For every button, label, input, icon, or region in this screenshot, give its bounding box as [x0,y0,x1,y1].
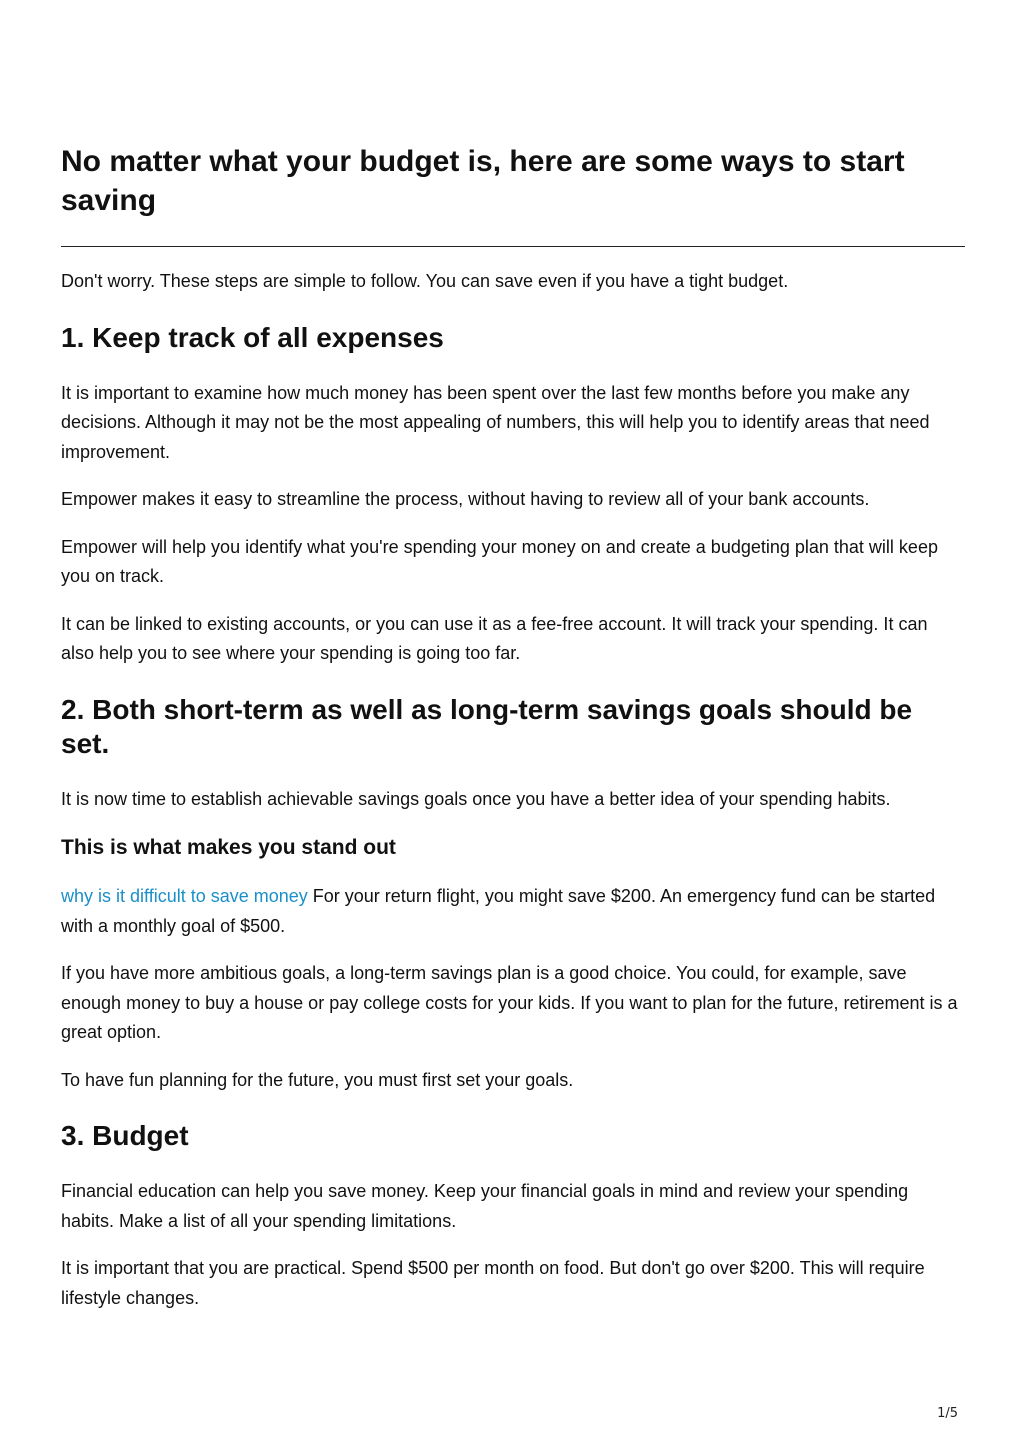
link-paragraph-text: For your return flight, you might save $200. An emergency fund can be started with a monthly goal of $500. [61,886,936,936]
section-1-heading: 1. Keep track of all expenses [61,321,444,353]
section-3-heading: 3. Budget [61,1120,189,1151]
save-money-link[interactable]: why is it difficult to save money [61,886,308,906]
section-1-paragraph-4: It can be linked to existing accounts, or you can use it as a fee-free account. It will track your spending. It can also help you to see where your spending is going too far. [61,613,928,663]
section-3-paragraph-1: Financial education can help you save money. Keep your financial goals in mind and review your spending habits. Make a list of all your spending limitations. [61,1181,909,1231]
section-2-link-paragraph [61,882,965,941]
page-title: No matter what your budget is, here are some ways to start saving [61,145,905,217]
section-2-heading: 2. Both short-term as well as long-term savings goals should be set. [61,693,913,759]
intro-paragraph: Don't worry. These steps are simple to follow. You can save even if you have a tight budget. [61,271,789,291]
section-2-subheading: This is what makes you stand out [61,836,396,859]
section-3-paragraph-2: It is important that you are practical. Spend $500 per month on food. But don't go over $200. This will require lifestyle changes. [61,1258,925,1308]
section-1-paragraph-1: It is important to examine how much money has been spent over the last few months before you make any decisions. Although it may not be the most appealing of numbers, this will help you to identify areas that need improvement. [61,382,930,462]
title-divider [61,246,965,247]
document-page [61,142,965,1313]
section-1-paragraph-2: Empower makes it easy to streamline the process, without having to review all of your bank accounts. [61,489,870,509]
section-1-paragraph-3: Empower will help you identify what you're spending your money on and create a budgeting plan that will keep you on track. [61,536,938,586]
section-2-paragraph-4: To have fun planning for the future, you must first set your goals. [61,1069,574,1090]
page-number: 1/5 [937,1406,958,1421]
section-2-paragraph-3: If you have more ambitious goals, a long-term savings plan is a good choice. You could, for example, save enough money to buy a house or pay college costs for your kids. If you want to plan for the future, retirement is a great option. [61,963,958,1042]
section-2-paragraph-1: It is now time to establish achievable savings goals once you have a better idea of your spending habits. [61,788,891,809]
